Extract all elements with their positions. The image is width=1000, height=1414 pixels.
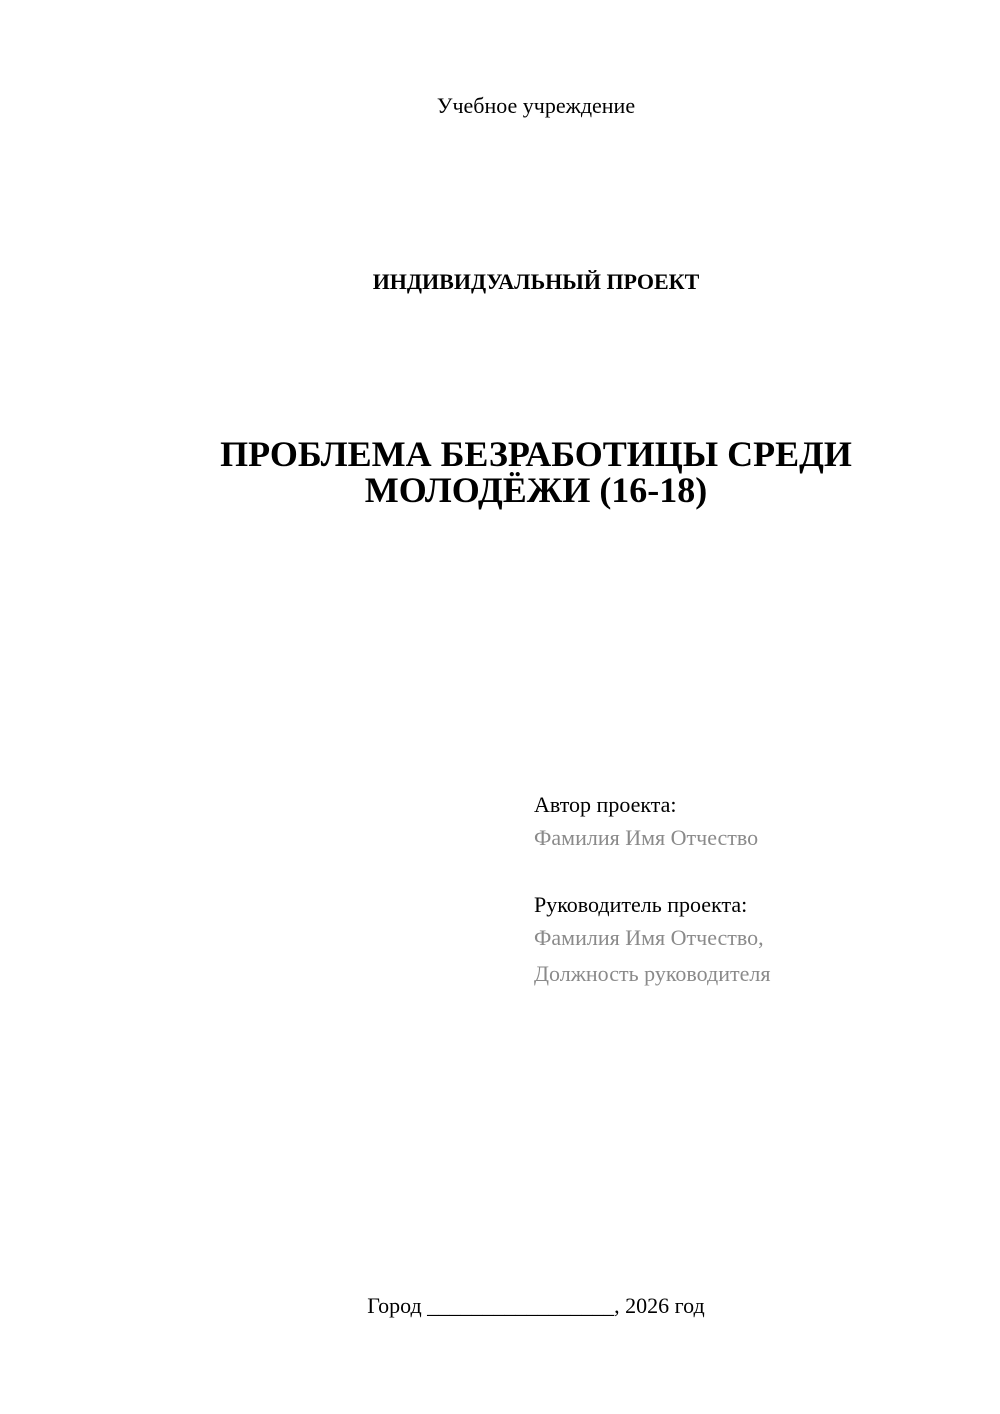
city-year-line: Город _________________, 2026 год (367, 1293, 705, 1318)
project-title-line-2: МОЛОДЁЖИ (16-18) (364, 470, 708, 510)
institution-name: Учебное учреждение (436, 93, 636, 118)
author-name: Фамилия Имя Отчество (534, 825, 759, 850)
project-title (0, 436, 1000, 508)
project-credits (534, 790, 974, 992)
supervisor-label: Руководитель проекта: (534, 892, 748, 917)
project-title-line-1: ПРОБЛЕМА БЕЗРАБОТИЦЫ СРЕДИ (220, 434, 852, 474)
supervisor-position: Должность руководителя (534, 961, 771, 986)
supervisor-name: Фамилия Имя Отчество, (534, 925, 764, 950)
author-label: Автор проекта: (534, 792, 677, 817)
credits-spacer (534, 856, 974, 890)
document-type: ИНДИВИДУАЛЬНЫЙ ПРОЕКТ (372, 269, 700, 294)
